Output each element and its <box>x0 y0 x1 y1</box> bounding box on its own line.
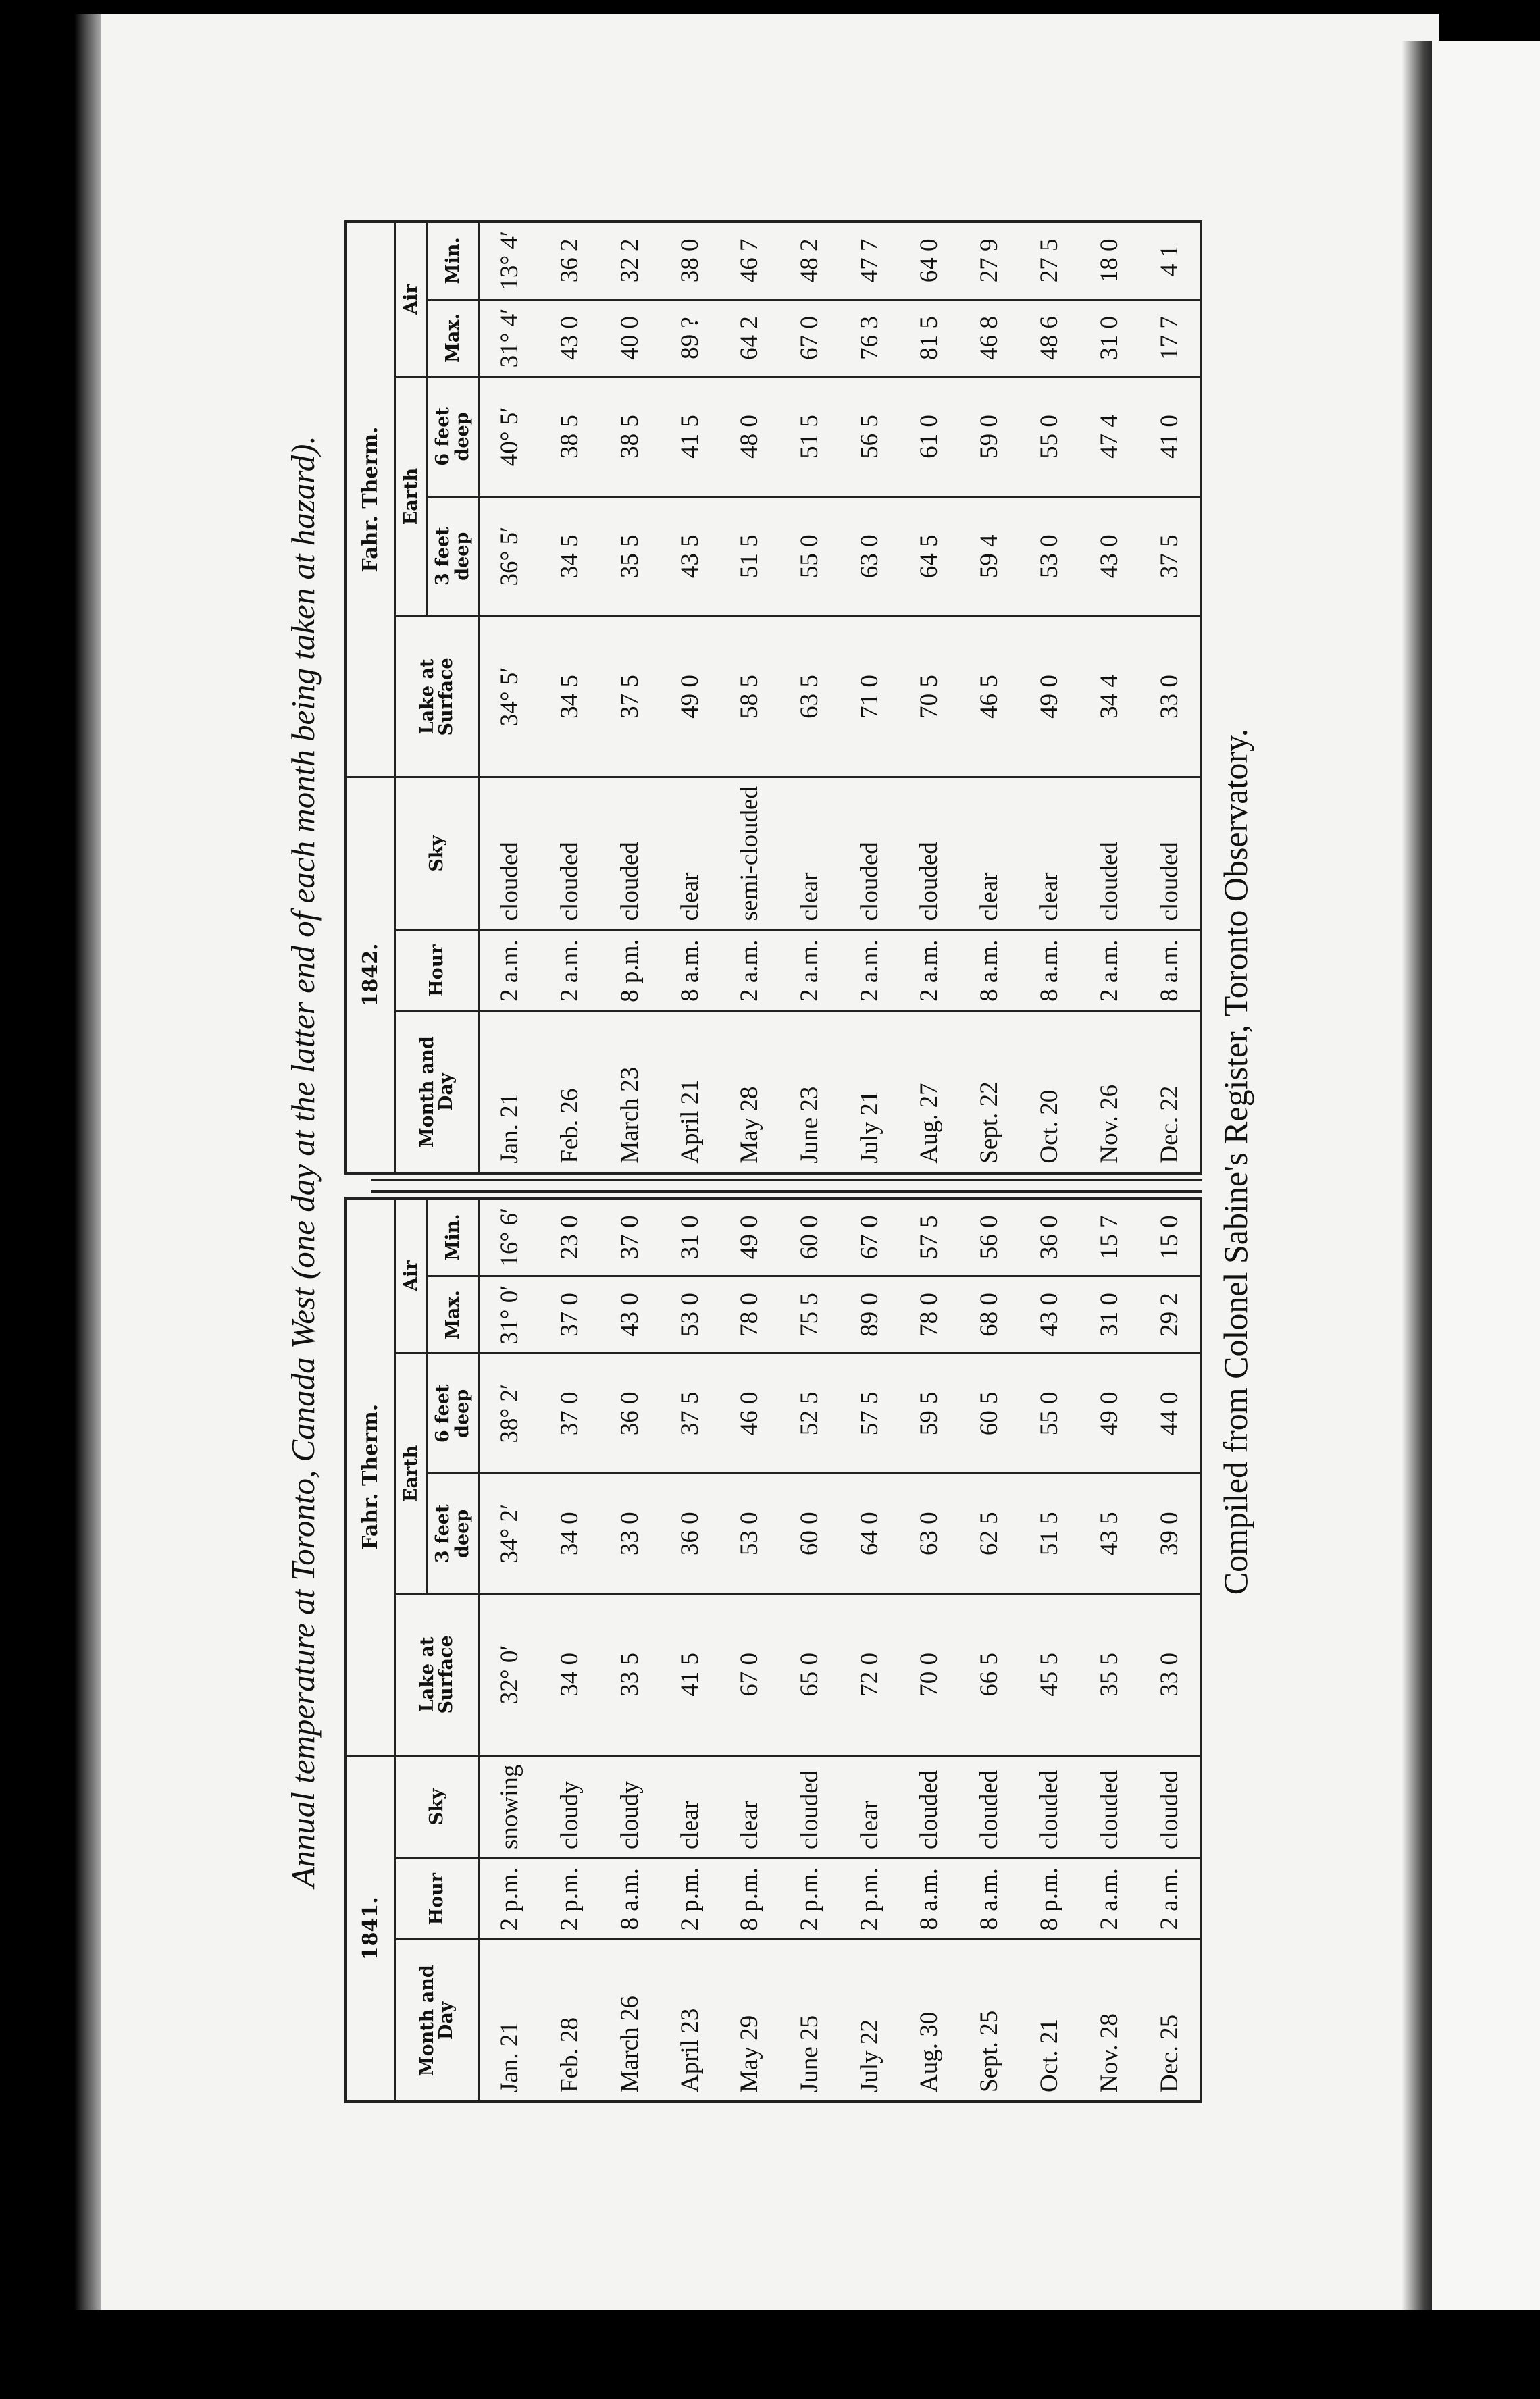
fahr-therm-header: Fahr. Therm. <box>346 222 396 777</box>
air-max-cell: 43 0 <box>1019 1276 1079 1353</box>
lake-surface-cell: 34 0 <box>540 1594 600 1755</box>
month-day-cell: March 23 <box>615 1066 644 1164</box>
sky-cell: clouded <box>900 777 960 930</box>
month-day-cell: May 28 <box>736 1086 764 1164</box>
lake-surface-cell: 63 5 <box>779 616 840 777</box>
earth-3ft-cell: 51 5 <box>1019 1474 1079 1594</box>
six-feet-header: 6 feet deep <box>428 377 479 496</box>
earth-6ft-cell: 55 0 <box>1019 377 1079 496</box>
earth-6ft-cell: 48 0 <box>719 377 779 496</box>
hour-cell: 2 a.m. <box>779 930 840 1012</box>
fahr-therm-header: Fahr. Therm. <box>346 1198 396 1755</box>
earth-6ft-cell: 51 5 <box>779 377 840 496</box>
earth-3ft-cell: 64 5 <box>900 496 960 616</box>
table-title: Annual temperature at Toronto, Canada West (one day at the latter end of each month being taken at hazard). <box>284 436 322 1888</box>
lake-surface-cell: 72 0 <box>840 1594 900 1755</box>
earth-6ft-cell: 37 0 <box>540 1353 600 1474</box>
month-day-cell: Aug. 30 <box>915 2011 944 2092</box>
hour-cell: 2 a.m. <box>1079 930 1139 1012</box>
lake-surface-cell: 33 0 <box>1139 1594 1201 1755</box>
sky-header: Sky <box>396 1755 479 1858</box>
hour-cell: 8 a.m. <box>1139 930 1201 1012</box>
air-max-cell: 76 3 <box>840 299 900 377</box>
month-day-cell: Dec. 25 <box>1155 2014 1183 2092</box>
hour-cell: 2 a.m. <box>479 930 540 1012</box>
lake-surface-cell: 70 5 <box>900 616 960 777</box>
air-header: Air <box>396 222 428 377</box>
hour-cell: 2 p.m. <box>540 1858 600 1940</box>
earth-3ft-cell: 63 0 <box>840 496 900 616</box>
hour-header: Hour <box>396 1858 479 1940</box>
hour-cell: 8 p.m. <box>1019 1858 1079 1940</box>
air-max-cell: 31° 0′ <box>479 1276 540 1353</box>
month-day-cell: March 26 <box>615 1996 644 2092</box>
air-max-cell: 78 0 <box>719 1276 779 1353</box>
hour-cell: 8 a.m. <box>1019 930 1079 1012</box>
six-feet-header: 6 feet deep <box>428 1353 479 1474</box>
hour-cell: 2 a.m. <box>1139 1858 1201 1940</box>
rotated-content <box>284 216 1256 2107</box>
earth-3ft-cell: 43 5 <box>660 496 720 616</box>
air-min-cell: 16° 6′ <box>479 1198 540 1276</box>
earth-header: Earth <box>396 1353 428 1594</box>
min-header: Min. <box>428 222 479 299</box>
air-max-cell: 31 0 <box>1079 299 1139 377</box>
hour-cell: 8 a.m. <box>600 1858 660 1940</box>
table-row <box>1079 1198 1139 2102</box>
sky-cell: clear <box>660 777 720 930</box>
lake-surface-cell: 46 5 <box>959 616 1019 777</box>
table-row <box>479 1198 540 2102</box>
lake-surface-cell: 34 4 <box>1079 616 1139 777</box>
lake-surface-cell: 37 5 <box>600 616 660 777</box>
table-1841 <box>344 1197 1202 2103</box>
air-min-cell: 36 0 <box>1019 1198 1079 1276</box>
sky-cell: clouded <box>600 777 660 930</box>
month-day-cell: Feb. 26 <box>556 1088 584 1164</box>
air-max-cell: 89 ? <box>660 299 720 377</box>
hour-cell: 2 p.m. <box>779 1858 840 1940</box>
earth-6ft-cell: 37 5 <box>660 1353 720 1474</box>
earth-3ft-cell: 43 5 <box>1079 1474 1139 1594</box>
earth-3ft-cell: 36° 5′ <box>479 496 540 616</box>
air-max-cell: 67 0 <box>779 299 840 377</box>
table-row <box>600 222 660 1173</box>
air-min-cell: 67 0 <box>840 1198 900 1276</box>
earth-3ft-cell: 62 5 <box>959 1474 1019 1594</box>
table-row <box>479 222 540 1173</box>
three-feet-header: 3 feet deep <box>428 1474 479 1594</box>
sky-cell: clouded <box>540 777 600 930</box>
month-day-cell: Oct. 21 <box>1035 2019 1063 2092</box>
earth-6ft-cell: 40° 5′ <box>479 377 540 496</box>
year-label: 1841. <box>346 1755 396 2102</box>
air-min-cell: 60 0 <box>779 1198 840 1276</box>
lake-surface-cell: 71 0 <box>840 616 900 777</box>
lake-surface-cell: 32° 0′ <box>479 1594 540 1755</box>
lake-surface-header: Lake at Surface <box>396 1594 479 1755</box>
earth-3ft-cell: 59 4 <box>959 496 1019 616</box>
max-header: Max. <box>428 1276 479 1353</box>
table-row <box>600 1198 660 2102</box>
month-day-cell: April 23 <box>675 2008 704 2092</box>
table-row <box>1019 222 1079 1173</box>
lake-surface-cell: 65 0 <box>779 1594 840 1755</box>
earth-6ft-cell: 38 5 <box>540 377 600 496</box>
month-day-cell: Sept. 22 <box>975 1081 1004 1164</box>
air-min-cell: 23 0 <box>540 1198 600 1276</box>
hour-cell: 8 a.m. <box>959 930 1019 1012</box>
air-min-cell: 64 0 <box>900 222 960 299</box>
air-min-cell: 15 7 <box>1079 1198 1139 1276</box>
table-row <box>719 222 779 1173</box>
hour-cell: 2 p.m. <box>479 1858 540 1940</box>
table-row <box>660 1198 720 2102</box>
earth-6ft-cell: 56 5 <box>840 377 900 496</box>
earth-3ft-cell: 33 0 <box>600 1474 660 1594</box>
sky-cell: clear <box>1019 777 1079 930</box>
earth-6ft-cell: 55 0 <box>1019 1353 1079 1474</box>
air-min-cell: 13° 4′ <box>479 222 540 299</box>
month-day-cell: April 21 <box>675 1079 704 1164</box>
month-day-cell: Jan. 21 <box>496 2021 524 2092</box>
air-max-cell: 31° 4′ <box>479 299 540 377</box>
hour-cell: 2 a.m. <box>1079 1858 1139 1940</box>
sky-cell: clear <box>719 1755 779 1858</box>
table-row <box>840 222 900 1173</box>
hour-cell: 8 a.m. <box>959 1858 1019 1940</box>
earth-3ft-cell: 36 0 <box>660 1474 720 1594</box>
table-row <box>1139 1198 1201 2102</box>
table-row <box>900 1198 960 2102</box>
earth-6ft-cell: 41 0 <box>1139 377 1201 496</box>
earth-3ft-cell: 34 5 <box>540 496 600 616</box>
earth-6ft-cell: 49 0 <box>1079 1353 1139 1474</box>
table-row <box>779 222 840 1173</box>
table-row <box>779 1198 840 2102</box>
month-day-cell: Sept. 25 <box>975 2010 1004 2092</box>
sky-cell: clouded <box>1079 777 1139 930</box>
earth-6ft-cell: 61 0 <box>900 377 960 496</box>
earth-3ft-cell: 35 5 <box>600 496 660 616</box>
min-header: Min. <box>428 1198 479 1276</box>
table-row <box>540 1198 600 2102</box>
sky-header: Sky <box>396 777 479 930</box>
table-row <box>840 1198 900 2102</box>
air-min-cell: 31 0 <box>660 1198 720 1276</box>
lake-surface-cell: 58 5 <box>719 616 779 777</box>
table-row <box>719 1198 779 2102</box>
sky-cell: clouded <box>1019 1755 1079 1858</box>
lake-surface-cell: 66 5 <box>959 1594 1019 1755</box>
air-min-cell: 47 7 <box>840 222 900 299</box>
earth-6ft-cell: 46 0 <box>719 1353 779 1474</box>
lake-surface-cell: 41 5 <box>660 1594 720 1755</box>
air-min-cell: 38 0 <box>660 222 720 299</box>
air-max-cell: 46 8 <box>959 299 1019 377</box>
month-day-cell: Feb. 28 <box>556 2017 584 2092</box>
double-rule-separator <box>371 1179 1202 1193</box>
earth-3ft-cell: 34 0 <box>540 1474 600 1594</box>
hour-cell: 2 a.m. <box>540 930 600 1012</box>
month-day-cell: Jan. 21 <box>496 1092 524 1164</box>
month-day-cell: Aug. 27 <box>915 1083 944 1164</box>
sky-cell: cloudy <box>600 1755 660 1858</box>
hour-cell: 8 p.m. <box>600 930 660 1012</box>
air-max-cell: 68 0 <box>959 1276 1019 1353</box>
table-row <box>660 222 720 1173</box>
sky-cell: clouded <box>1079 1755 1139 1858</box>
hour-cell: 2 a.m. <box>840 930 900 1012</box>
air-max-cell: 78 0 <box>900 1276 960 1353</box>
earth-3ft-cell: 53 0 <box>1019 496 1079 616</box>
earth-6ft-cell: 52 5 <box>779 1353 840 1474</box>
lake-surface-cell: 49 0 <box>660 616 720 777</box>
sky-cell: clouded <box>959 1755 1019 1858</box>
month-day-cell: Nov. 26 <box>1095 1084 1123 1164</box>
month-day-cell: May 29 <box>736 2015 764 2092</box>
earth-3ft-cell: 34° 2′ <box>479 1474 540 1594</box>
max-header: Max. <box>428 299 479 377</box>
month-day-cell: Dec. 22 <box>1155 1085 1183 1164</box>
air-min-cell: 27 9 <box>959 222 1019 299</box>
scan-background <box>0 2310 1540 2399</box>
earth-header: Earth <box>396 377 428 617</box>
month-day-cell: Oct. 20 <box>1035 1089 1063 1164</box>
hour-cell: 8 a.m. <box>660 930 720 1012</box>
earth-6ft-cell: 38° 2′ <box>479 1353 540 1474</box>
earth-6ft-cell: 47 4 <box>1079 377 1139 496</box>
air-min-cell: 27 5 <box>1019 222 1079 299</box>
air-max-cell: 53 0 <box>660 1276 720 1353</box>
air-max-cell: 64 2 <box>719 299 779 377</box>
air-max-cell: 37 0 <box>540 1276 600 1353</box>
lake-surface-cell: 33 5 <box>600 1594 660 1755</box>
sky-cell: clear <box>779 777 840 930</box>
air-max-cell: 29 2 <box>1139 1276 1201 1353</box>
month-day-cell: June 25 <box>796 2015 824 2092</box>
year-label: 1842. <box>346 777 396 1173</box>
air-max-cell: 48 6 <box>1019 299 1079 377</box>
earth-6ft-cell: 57 5 <box>840 1353 900 1474</box>
month-day-header: Month and Day <box>396 1940 479 2102</box>
table-row <box>959 222 1019 1173</box>
earth-3ft-cell: 63 0 <box>900 1474 960 1594</box>
table-row <box>540 222 600 1173</box>
earth-6ft-cell: 44 0 <box>1139 1353 1201 1474</box>
sky-cell: cloudy <box>540 1755 600 1858</box>
three-feet-header: 3 feet deep <box>428 496 479 616</box>
earth-3ft-cell: 55 0 <box>779 496 840 616</box>
air-min-cell: 57 5 <box>900 1198 960 1276</box>
sky-cell: clouded <box>1139 1755 1201 1858</box>
sky-cell: clouded <box>479 777 540 930</box>
earth-3ft-cell: 43 0 <box>1079 496 1139 616</box>
lake-surface-cell: 34° 5′ <box>479 616 540 777</box>
hour-cell: 2 p.m. <box>660 1858 720 1940</box>
table-row <box>900 222 960 1173</box>
lake-surface-cell: 34 5 <box>540 616 600 777</box>
earth-3ft-cell: 53 0 <box>719 1474 779 1594</box>
lake-surface-cell: 33 0 <box>1139 616 1201 777</box>
sky-cell: clouded <box>1139 777 1201 930</box>
sky-cell: clouded <box>840 777 900 930</box>
air-min-cell: 46 7 <box>719 222 779 299</box>
hour-cell: 8 a.m. <box>900 1858 960 1940</box>
earth-3ft-cell: 39 0 <box>1139 1474 1201 1594</box>
month-day-cell: July 21 <box>855 1090 883 1164</box>
earth-6ft-cell: 38 5 <box>600 377 660 496</box>
air-min-cell: 37 0 <box>600 1198 660 1276</box>
source-credit: Compiled from Colonel Sabine's Register, Toronto Observatory. <box>1216 728 1254 1595</box>
air-min-cell: 48 2 <box>779 222 840 299</box>
sky-cell: clouded <box>779 1755 840 1858</box>
air-max-cell: 31 0 <box>1079 1276 1139 1353</box>
hour-cell: 2 a.m. <box>719 930 779 1012</box>
earth-6ft-cell: 60 5 <box>959 1353 1019 1474</box>
month-day-cell: Nov. 28 <box>1095 2013 1123 2092</box>
earth-6ft-cell: 59 5 <box>900 1353 960 1474</box>
earth-3ft-cell: 37 5 <box>1139 496 1201 616</box>
table-row <box>1019 1198 1079 2102</box>
air-max-cell: 40 0 <box>600 299 660 377</box>
tables-container <box>344 216 1202 2107</box>
month-day-cell: July 22 <box>855 2019 883 2092</box>
earth-6ft-cell: 36 0 <box>600 1353 660 1474</box>
table-row <box>959 1198 1019 2102</box>
air-min-cell: 4 1 <box>1139 222 1201 299</box>
sky-cell: clear <box>840 1755 900 1858</box>
air-min-cell: 15 0 <box>1139 1198 1201 1276</box>
air-max-cell: 43 0 <box>600 1276 660 1353</box>
sky-cell: clouded <box>900 1755 960 1858</box>
earth-6ft-cell: 41 5 <box>660 377 720 496</box>
air-max-cell: 89 0 <box>840 1276 900 1353</box>
air-min-cell: 49 0 <box>719 1198 779 1276</box>
air-max-cell: 81 5 <box>900 299 960 377</box>
month-day-cell: June 23 <box>796 1086 824 1164</box>
hour-header: Hour <box>396 930 479 1012</box>
earth-3ft-cell: 51 5 <box>719 496 779 616</box>
air-max-cell: 75 5 <box>779 1276 840 1353</box>
air-min-cell: 56 0 <box>959 1198 1019 1276</box>
air-max-cell: 43 0 <box>540 299 600 377</box>
hour-cell: 2 p.m. <box>840 1858 900 1940</box>
month-day-header: Month and Day <box>396 1011 479 1172</box>
lake-surface-header: Lake at Surface <box>396 616 479 777</box>
sky-cell: clear <box>959 777 1019 930</box>
hour-cell: 2 a.m. <box>900 930 960 1012</box>
lake-surface-cell: 67 0 <box>719 1594 779 1755</box>
facing-page <box>1432 41 1540 2337</box>
air-min-cell: 36 2 <box>540 222 600 299</box>
earth-3ft-cell: 60 0 <box>779 1474 840 1594</box>
earth-3ft-cell: 64 0 <box>840 1474 900 1594</box>
lake-surface-cell: 49 0 <box>1019 616 1079 777</box>
earth-6ft-cell: 59 0 <box>959 377 1019 496</box>
air-header: Air <box>396 1198 428 1353</box>
air-min-cell: 18 0 <box>1079 222 1139 299</box>
sky-cell: clear <box>660 1755 720 1858</box>
lake-surface-cell: 45 5 <box>1019 1594 1079 1755</box>
air-max-cell: 17 7 <box>1139 299 1201 377</box>
table-row <box>1079 222 1139 1173</box>
sky-cell: semi-clouded <box>719 777 779 930</box>
hour-cell: 8 p.m. <box>719 1858 779 1940</box>
lake-surface-cell: 70 0 <box>900 1594 960 1755</box>
sky-cell: snowing <box>479 1755 540 1858</box>
lake-surface-cell: 35 5 <box>1079 1594 1139 1755</box>
air-min-cell: 32 2 <box>600 222 660 299</box>
table-row <box>1139 222 1201 1173</box>
table-1842 <box>344 220 1202 1175</box>
